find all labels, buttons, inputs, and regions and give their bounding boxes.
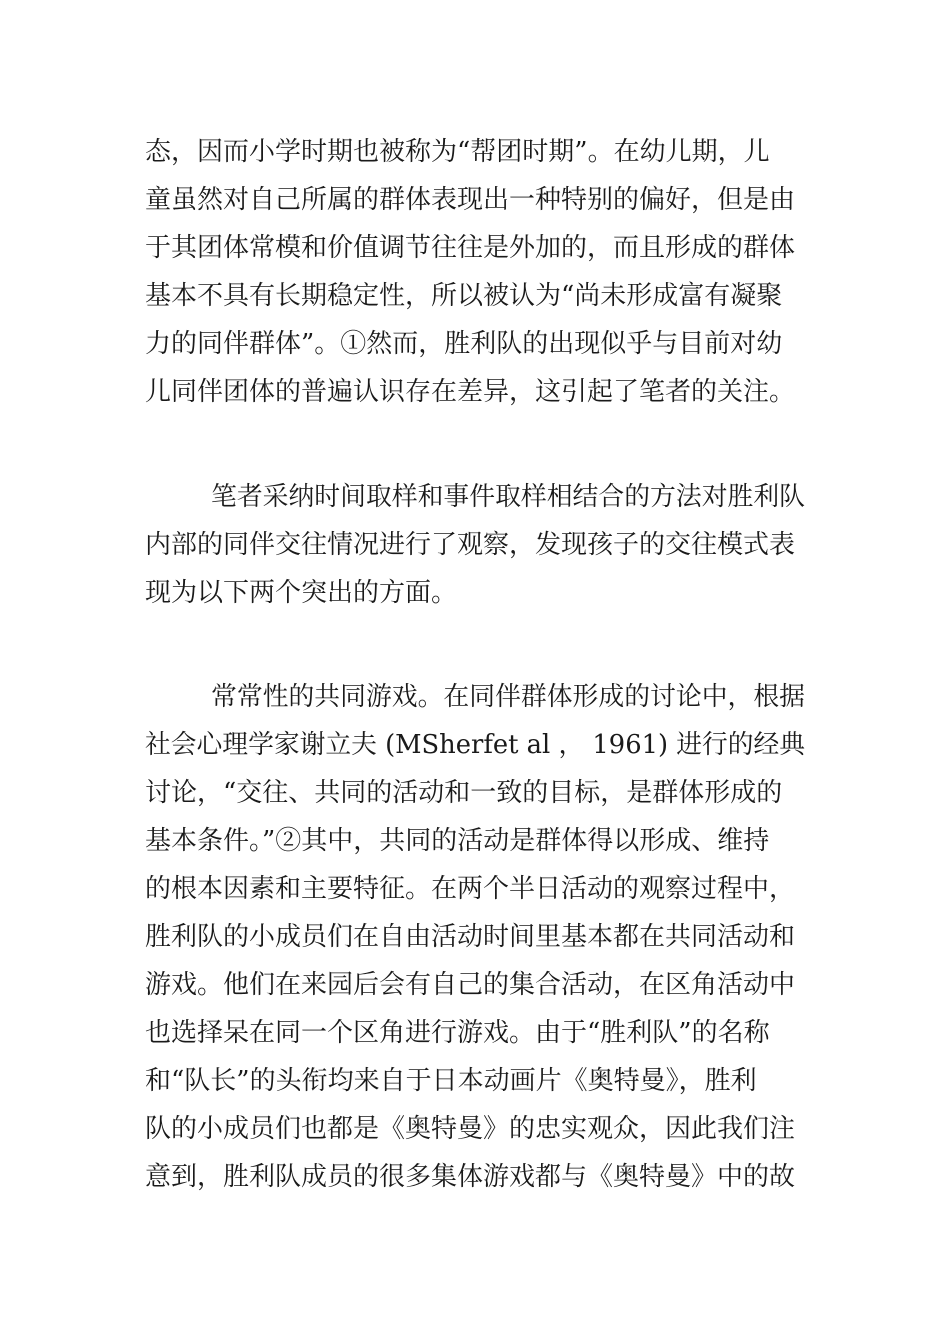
text-line: 游戏。他们在来园后会有自己的集合活动，在区角活动中 [145,970,796,1000]
text-line: 基本条件。”②其中，共同的活动是群体得以形成、维持 [145,826,770,856]
text-line: 态，因而小学时期也被称为“帮团时期”。在幼儿期，儿 [145,137,770,167]
text-line: 的根本因素和主要特征。在两个半日活动的观察过程中， [145,874,796,904]
text-line: 于其团体常模和价值调节往往是外加的，而且形成的群体 [145,233,796,263]
text-line: 童虽然对自己所属的群体表现出一种特别的偏好，但是由 [145,185,796,215]
text-line: 意到，胜利队成员的很多集体游戏都与《奥特曼》中的故 [145,1162,796,1192]
text-line: 笔者采纳时间取样和事件取样相结合的方法对胜利队 [211,482,806,512]
text-line: 胜利队的小成员们在自由活动时间里基本都在共同活动和 [145,922,796,952]
text-line: 内部的同伴交往情况进行了观察，发现孩子的交往模式表 [145,530,796,560]
text-line: 儿同伴团体的普遍认识存在差异，这引起了笔者的关注。 [145,377,796,407]
text-line: 基本不具有长期稳定性，所以被认为“尚未形成富有凝聚 [145,281,783,311]
text-line: 队的小成员们也都是《奥特曼》的忠实观众，因此我们注 [145,1114,796,1144]
text-line: 社会心理学家谢立夫 (MSherfet al ， 1961) 进行的经典 [145,730,806,760]
text-line: 现为以下两个突出的方面。 [145,578,458,608]
text-line: 力的同伴群体”。①然而，胜利队的出现似乎与目前对幼 [145,329,783,359]
text-line: 讨论，“交往、共同的活动和一致的目标，是群体形成的 [145,778,783,808]
text-line: 常常性的共同游戏。在同伴群体形成的讨论中，根据 [211,682,806,712]
text-line: 和“队长”的头衔均来自于日本动画片《奥特曼》，胜利 [145,1066,757,1096]
text-line: 也选择呆在同一个区角进行游戏。由于“胜利队”的名称 [145,1018,770,1048]
